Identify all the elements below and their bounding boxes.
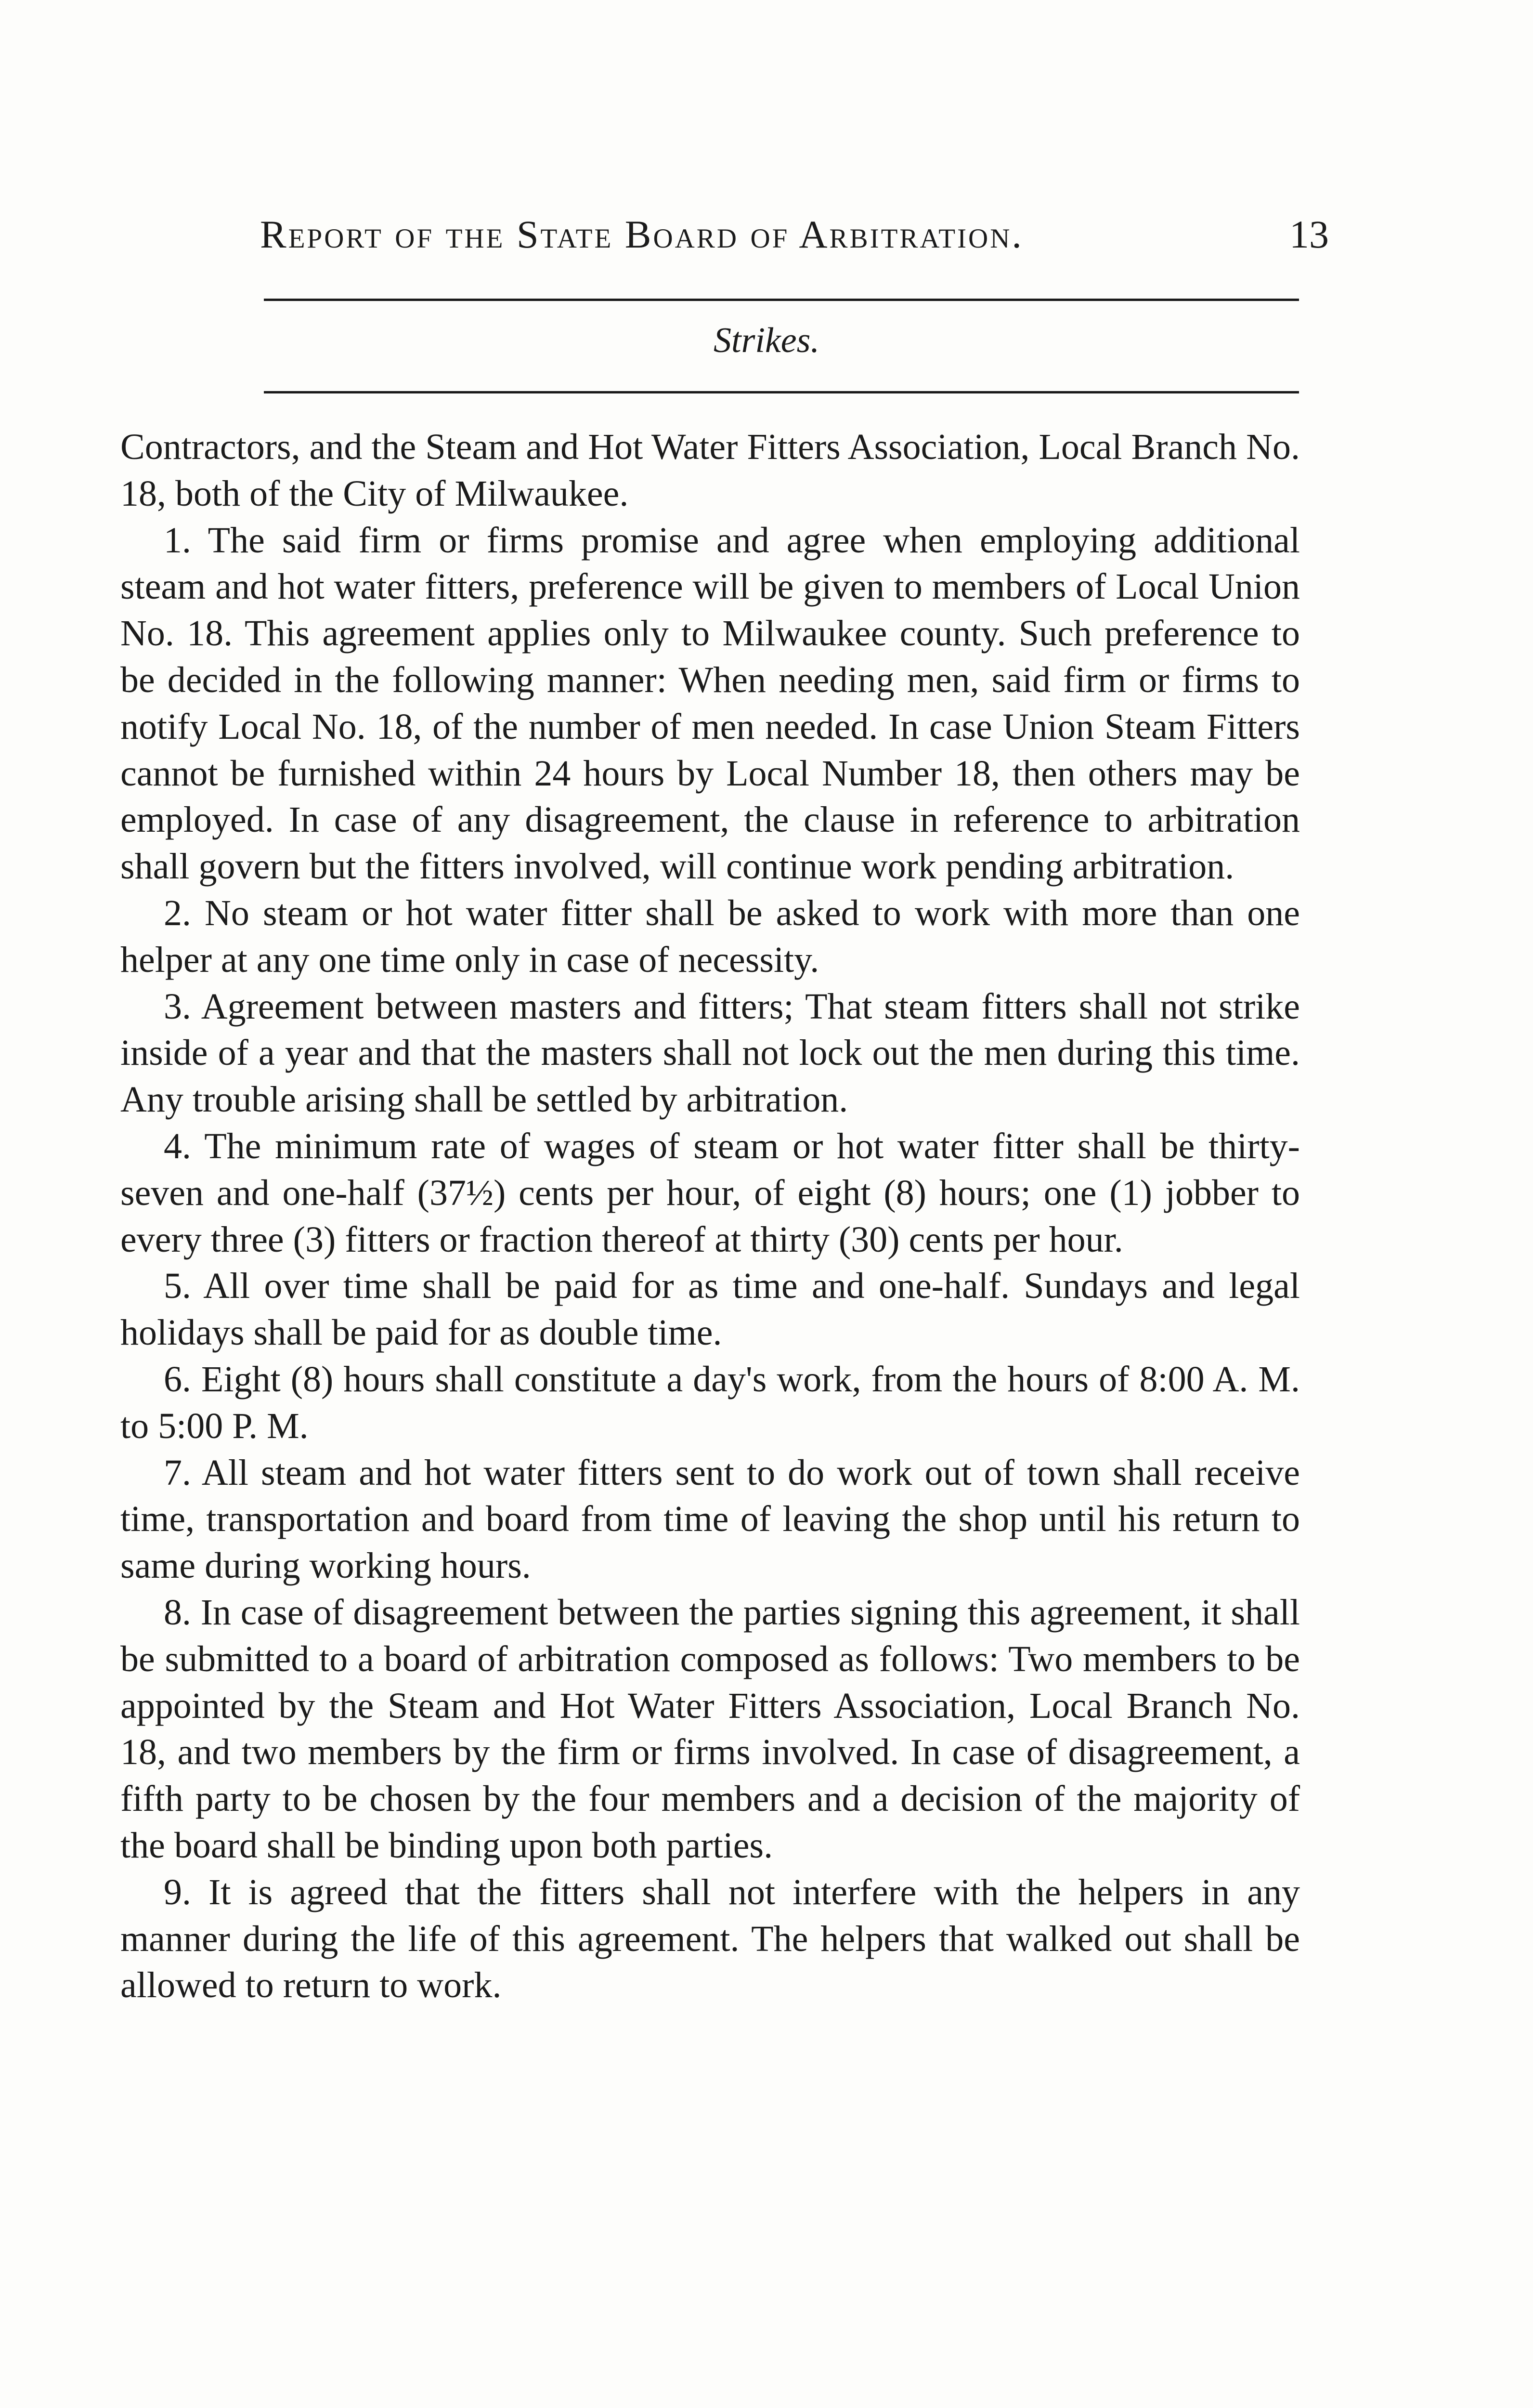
continuation-paragraph: Contractors, and the Steam and Hot Water Fitters Association, Local Branch No. 18, both of the City of Milwaukee. [120,427,1300,514]
page-number: 13 [1289,212,1329,256]
section-title: Strikes. [714,321,819,360]
clause-3: 3. Agreement between masters and fitters; That steam fitters shall not strike inside of a year and that the masters shall not lock out the men during this time. Any trouble arising shall be settled by arbitration. [120,986,1300,1120]
clause-7: 7. All steam and hot water fitters sent to do work out of town shall receive time, transportation and board from time of leaving the shop until his return to same during working hours. [120,1452,1300,1586]
running-title: Report of the State Board of Arbitration. [260,212,1024,256]
running-head [260,212,1329,265]
clause-2: 2. No steam or hot water fitter shall be asked to work with more than one helper at any one time only in case of necessity. [120,892,1300,980]
clause-9: 9. It is agreed that the fitters shall not interfere with the helpers in any manner during the life of this agreement. The helpers that walked out shall be allowed to return to work. [120,1871,1300,2006]
body-text [120,424,1300,2009]
header-rule-bottom [264,391,1299,393]
clause-6: 6. Eight (8) hours shall constitute a day's work, from the hours of 8:00 A. M. to 5:00 P. M. [120,1359,1300,1446]
clause-4: 4. The minimum rate of wages of steam or hot water fitter shall be thirty-seven and one-half (37½) cents per hour, of eight (8) hours; one (1) jobber to every three (3) fitters or fraction thereof at thirty (30) cents per hour. [120,1125,1300,1260]
clause-5: 5. All over time shall be paid for as time and one-half. Sundays and legal holidays shall be paid for as double time. [120,1266,1300,1353]
clause-8: 8. In case of disagreement between the parties signing this agreement, it shall be submitted to a board of arbitration composed as follows: Two members to be appointed by the Steam and Hot Water Fitters Association, Local Branch No. 18, and two members by the firm or firms involved. In case of disagreement, a fifth party to be chosen by the four members and a decision of the majority of the board shall be binding upon both parties. [120,1592,1300,1866]
header-rule-top [264,299,1299,301]
clause-1: 1. The said firm or firms promise and agree when employing additional steam and hot water fitters, preference will be given to members of Local Union No. 18. This agreement applies only to Milwaukee county. Such preference to be decided in the following manner: When needing men, said firm or firms to notify Local No. 18, of the number of men needed. In case Union Steam Fitters cannot be furnished within 24 hours by Local Number 18, then others may be employed. In case of any disagreement, the clause in reference to arbitration shall govern but the fitters involved, will continue work pending arbitration. [120,520,1300,887]
